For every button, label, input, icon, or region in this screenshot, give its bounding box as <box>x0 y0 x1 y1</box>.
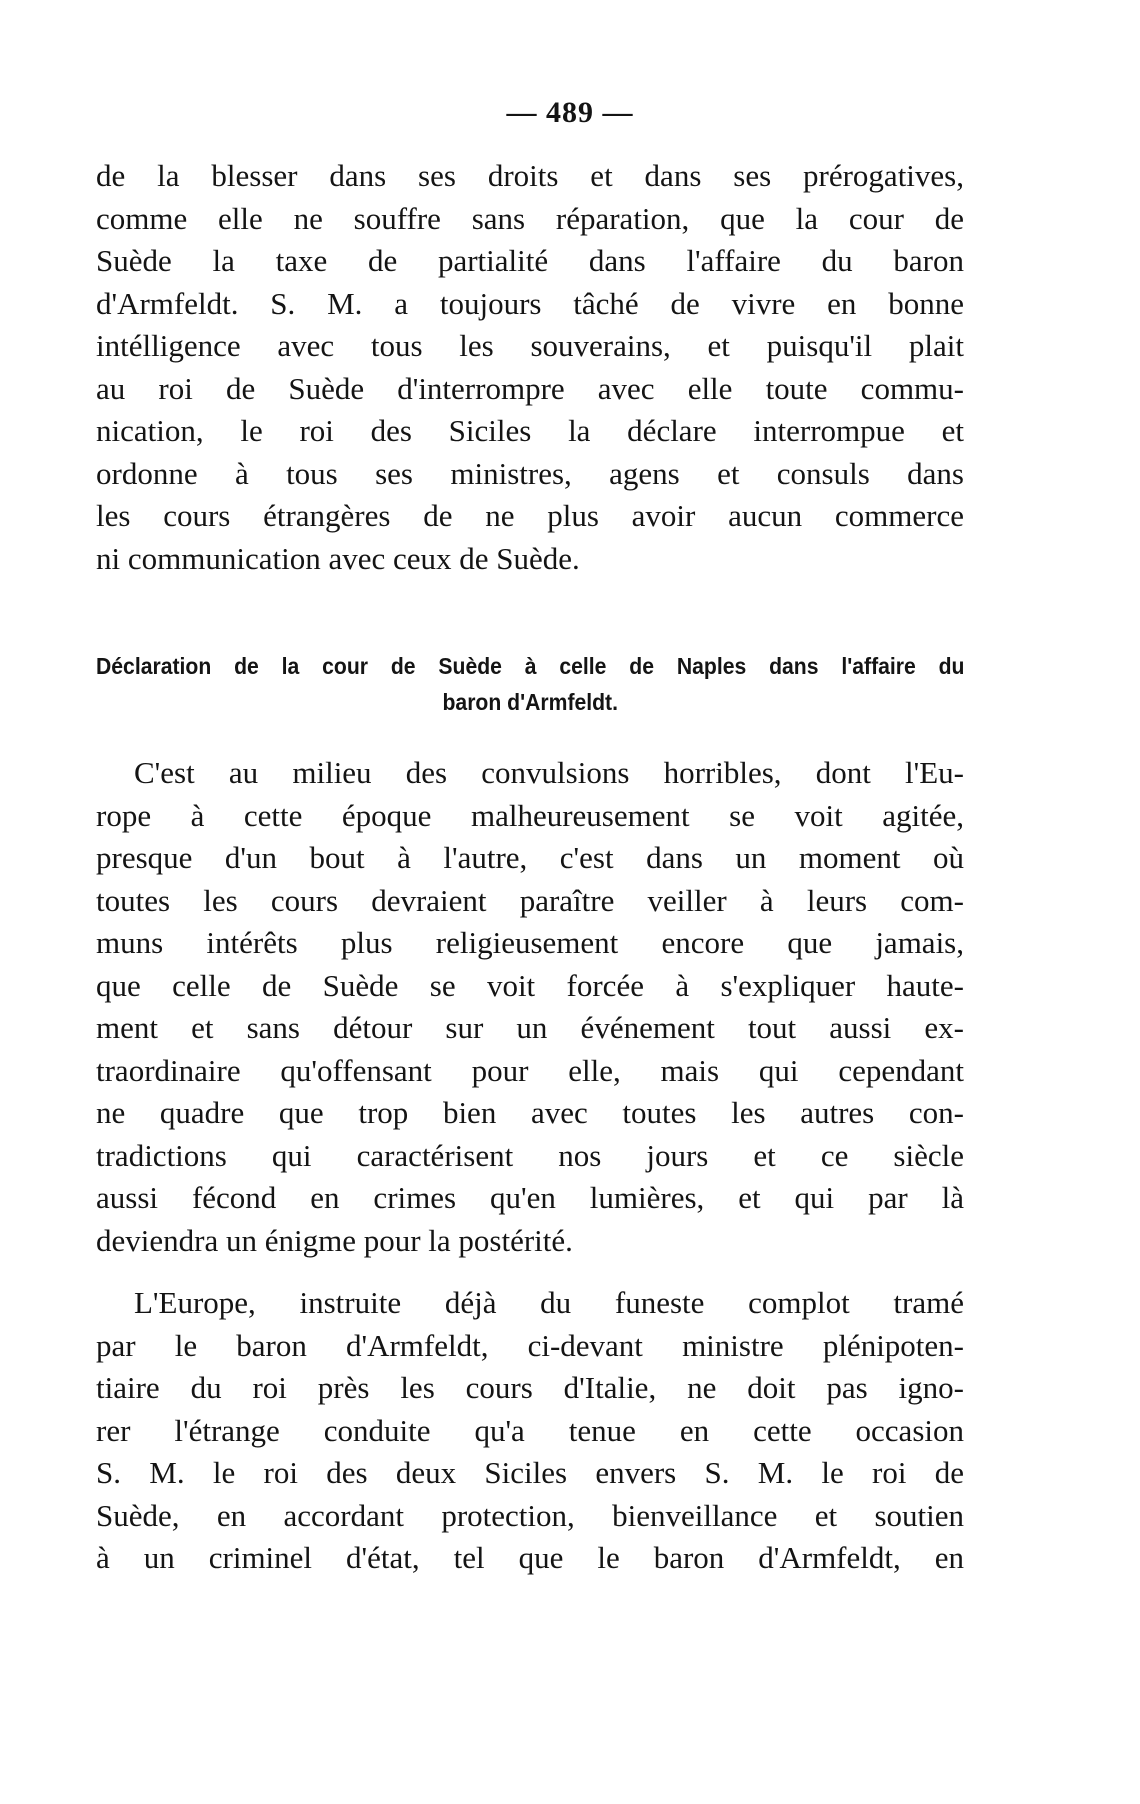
paragraph-continuation <box>96 155 964 580</box>
text-line: intélligence avec tous les souverains, et puisqu'il plait <box>96 328 964 363</box>
text-line: au roi de Suède d'interrompre avec elle toute commu- <box>96 370 964 406</box>
section-heading <box>96 648 964 720</box>
paragraph <box>96 1282 964 1580</box>
text-line: les cours étrangères de ne plus avoir aucun commerce <box>96 498 964 533</box>
text-line: S. M. le roi des deux Siciles envers S. M. le roi de <box>96 1455 964 1490</box>
text-line: que celle de Suède se voit forcée à s'expliquer haute- <box>96 967 964 1003</box>
text-line: traordinaire qu'offensant pour elle, mais qui cependant <box>96 1052 964 1088</box>
text-line: C'est au milieu des convulsions horribles, dont l'Eu- <box>134 755 964 790</box>
paragraph <box>96 752 964 1262</box>
text-line: deviendra un énigme pour la postérité. <box>96 1222 573 1258</box>
text-line: muns intérêts plus religieusement encore que jamais, <box>96 925 964 960</box>
page-number: — 489 — <box>506 96 634 129</box>
section-heading-line: baron d'Armfeldt. <box>442 689 618 715</box>
text-line: nication, le roi des Siciles la déclare interrompue et <box>96 413 964 448</box>
text-line: ne quadre que trop bien avec toutes les autres con- <box>96 1095 964 1130</box>
text-line: ment et sans détour sur un événement tout aussi ex- <box>96 1010 964 1045</box>
text-line: d'Armfeldt. S. M. a toujours tâché de vivre en bonne <box>96 285 964 321</box>
text-line: Suède, en accordant protection, bienveillance et soutien <box>96 1497 964 1533</box>
text-line: Suède la taxe de partialité dans l'affaire du baron <box>96 243 964 278</box>
text-line: comme elle ne souffre sans réparation, que la cour de <box>96 200 964 236</box>
text-line: ni communication avec ceux de Suède. <box>96 540 580 576</box>
text-line: à un criminel d'état, tel que le baron d'Armfeldt, en <box>96 1540 964 1575</box>
text-line: tiaire du roi près les cours d'Italie, ne doit pas igno- <box>96 1370 964 1405</box>
text-line: rope à cette époque malheureusement se voit agitée, <box>96 797 964 833</box>
text-line: par le baron d'Armfeldt, ci-devant ministre plénipoten- <box>96 1327 964 1363</box>
text-line: ordonne à tous ses ministres, agens et consuls dans <box>96 455 964 491</box>
text-line: presque d'un bout à l'autre, c'est dans un moment où <box>96 840 964 875</box>
text-line: toutes les cours devraient paraître veiller à leurs com- <box>96 882 964 918</box>
text-line: tradictions qui caractérisent nos jours et ce siècle <box>96 1137 964 1173</box>
text-line: rer l'étrange conduite qu'a tenue en cette occasion <box>96 1412 964 1448</box>
text-line: L'Europe, instruite déjà du funeste complot tramé <box>134 1285 964 1320</box>
text-line: de la blesser dans ses droits et dans ses prérogatives, <box>96 158 964 193</box>
text-line: aussi fécond en crimes qu'en lumières, et qui par là <box>96 1180 964 1215</box>
section-heading-line: Déclaration de la cour de Suède à celle de Naples dans l'affaire du <box>96 653 965 679</box>
